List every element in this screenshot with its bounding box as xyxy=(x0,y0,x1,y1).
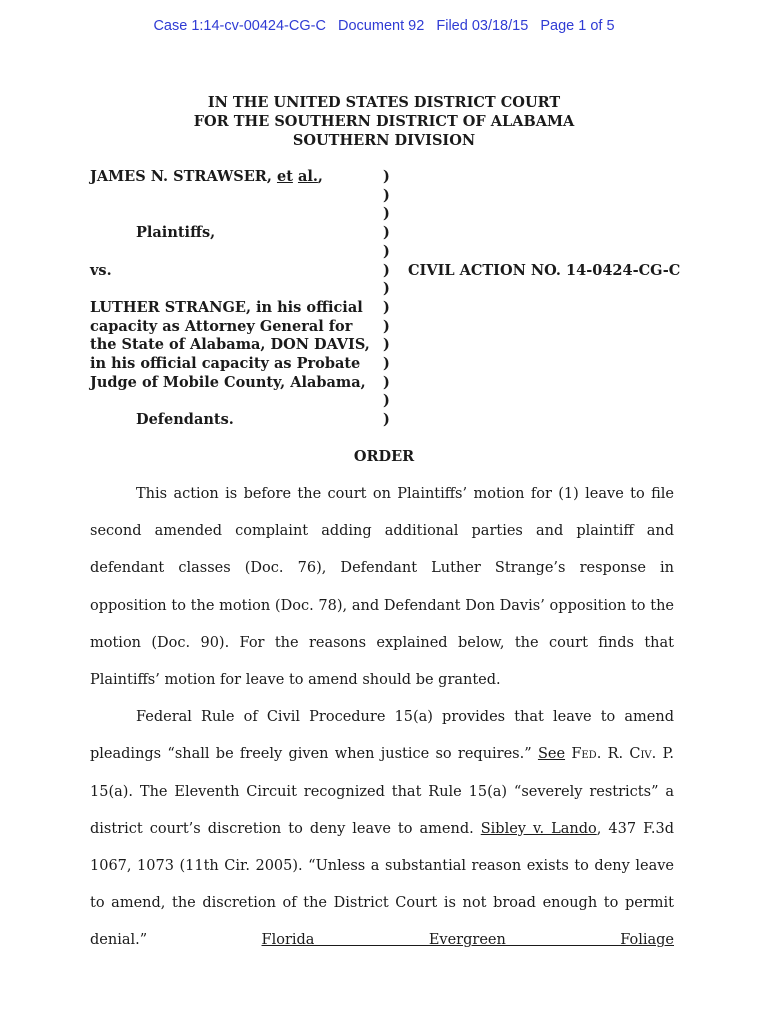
caption-paren: ) xyxy=(383,374,390,391)
caption-paren: ) xyxy=(383,355,390,372)
caption-paren: ) xyxy=(383,336,390,353)
defendants-label: Defendants. xyxy=(136,411,234,428)
defendant-line-1: LUTHER STRANGE, in his official xyxy=(90,299,363,316)
court-heading-line1: IN THE UNITED STATES DISTRICT COURT xyxy=(207,94,561,111)
caption-paren: ) xyxy=(383,168,390,185)
defendant-line-3: the State of Alabama, DON DAVIS, xyxy=(90,336,370,353)
caption-paren: ) xyxy=(383,262,390,279)
see-signal: See xyxy=(537,746,566,763)
order-body xyxy=(90,476,674,960)
document-number: Document 92 xyxy=(338,18,425,34)
civ-abbrev: Civ xyxy=(629,746,652,763)
paragraph-2-part-d: , 437 F.3d 1067, 1073 (11th Cir. 2005). “Unless a substantial reason exists to deny leave to amend, the discretion of the District Court is not broad enough to permit denial.” xyxy=(90,820,674,949)
plaintiff-name xyxy=(90,168,323,185)
court-heading-line2: FOR THE SOUTHERN DISTRICT OF ALABAMA xyxy=(193,113,575,130)
caption-paren: ) xyxy=(383,224,390,241)
order-title: ORDER xyxy=(353,448,415,465)
comma-text: , xyxy=(317,168,323,185)
defendant-line-2: capacity as Attorney General for xyxy=(90,318,353,335)
caption-paren: ) xyxy=(383,411,390,428)
filed-date: Filed 03/18/15 xyxy=(436,18,529,34)
page-number: Page 1 of 5 xyxy=(540,18,615,34)
court-heading xyxy=(0,93,768,150)
paragraph-2-part-a: Federal Rule of Civil Procedure 15(a) provides that leave to amend pleadings “shall be freely given when justice so requires.” xyxy=(90,709,674,763)
et-text: et xyxy=(276,168,293,185)
versus-label: vs. xyxy=(90,262,112,279)
case-header-stamp xyxy=(0,18,768,34)
florida-evergreen-case-cite: Florida Evergreen Foliage xyxy=(261,932,674,949)
defendant-line-4: in his official capacity as Probate xyxy=(90,355,361,372)
caption-paren: ) xyxy=(383,280,390,297)
plaintiffs-label: Plaintiffs, xyxy=(136,224,216,241)
case-number: Case 1:14-cv-00424-CG-C xyxy=(153,18,326,34)
case-caption xyxy=(90,168,690,432)
fed-abbrev: Fed xyxy=(565,746,597,763)
caption-paren: ) xyxy=(383,299,390,316)
caption-paren: ) xyxy=(383,187,390,204)
court-heading-line3: SOUTHERN DIVISION xyxy=(292,132,476,149)
paragraph-2-part-c: . P. 15(a). The Eleventh Circuit recognized that Rule 15(a) “severely restricts” a district court’s discretion to deny leave to amend. xyxy=(90,746,674,837)
caption-paren: ) xyxy=(383,205,390,222)
caption-paren: ) xyxy=(383,392,390,409)
civil-action-number: CIVIL ACTION NO. 14-0424-CG-C xyxy=(408,262,681,279)
al-text: al. xyxy=(297,168,318,185)
defendant-line-5: Judge of Mobile County, Alabama, xyxy=(90,374,366,391)
paragraph-2-part-b: . R. xyxy=(596,746,630,763)
paragraph-2 xyxy=(90,699,674,959)
caption-paren: ) xyxy=(383,318,390,335)
sibley-case-cite: Sibley v. Lando xyxy=(480,820,597,837)
plaintiff-name-text: JAMES N. STRAWSER, xyxy=(90,168,272,185)
paragraph-1: This action is before the court on Plaintiffs’ motion for (1) leave to file second amended complaint adding additional parties and plaintiff and defendant classes (Doc. 76), Defendant Luther Strange’s response in opposition to the motion (Doc. 78), and Defendant Don Davis’ opposition to the motion (Doc. 90). For the reasons explained below, the court finds that Plaintiffs’ motion for leave to amend should be granted. xyxy=(90,486,674,689)
caption-paren: ) xyxy=(383,243,390,260)
